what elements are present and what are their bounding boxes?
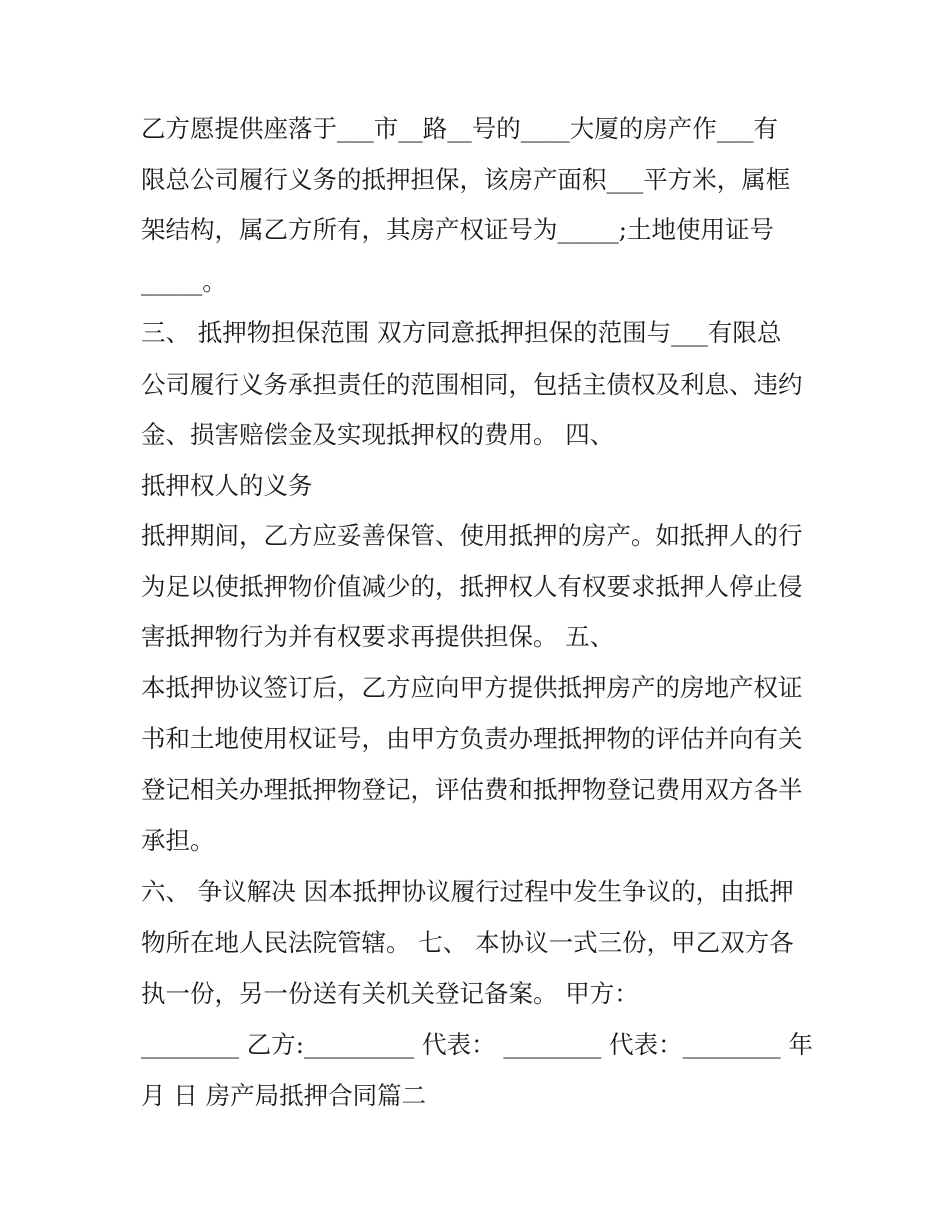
text-line: 月 日 房产局抵押合同篇二: [141, 1081, 427, 1110]
text-line: 抵押期间，乙方应妥善保管、使用抵押的房产。如抵押人的行: [141, 521, 803, 550]
text-line: 害抵押物行为并有权要求再提供担保。 五、: [141, 622, 615, 651]
text-line: 架结构，属乙方所有，其房产权证号为_____;土地使用证号: [141, 215, 775, 244]
section-heading-line: 抵押权人的义务: [141, 471, 313, 500]
text-line: 金、损害赔偿金及实现抵押权的费用。 四、: [141, 420, 615, 449]
text-line: 公司履行义务承担责任的范围相同，包括主债权及利息、违约: [141, 370, 803, 399]
text-line: _____。: [141, 267, 227, 296]
section-heading-line: 三、 抵押物担保范围 双方同意抵押担保的范围与___有限总: [141, 318, 782, 347]
text-line: 本抵押协议签订后，乙方应向甲方提供抵押房产的房地产权证: [141, 673, 803, 702]
text-line: 物所在地人民法院管辖。 七、 本协议一式三份，甲乙双方各: [141, 928, 794, 957]
text-line: 限总公司履行义务的抵押担保，该房产面积___平方米，属框: [141, 165, 791, 194]
text-line: 为足以使抵押物价值减少的，抵押权人有权要求抵押人停止侵: [141, 572, 803, 601]
text-line: 执一份，另一份送有关机关登记备案。 甲方：: [141, 979, 639, 1008]
section-heading-line: 六、 争议解决 因本抵押协议履行过程中发生争议的，由抵押: [141, 877, 794, 906]
text-line: 书和土地使用权证号，由甲方负责办理抵押物的评估并向有关: [141, 724, 803, 753]
signature-line: ________ 乙方:_________ 代表： ________ 代表：________ 年: [141, 1030, 813, 1059]
text-line: 乙方愿提供座落于___市__路__号的____大厦的房产作___有: [141, 114, 778, 143]
text-line: 承担。: [141, 826, 215, 855]
text-line: 登记相关办理抵押物登记，评估费和抵押物登记费用双方各半: [141, 775, 803, 804]
